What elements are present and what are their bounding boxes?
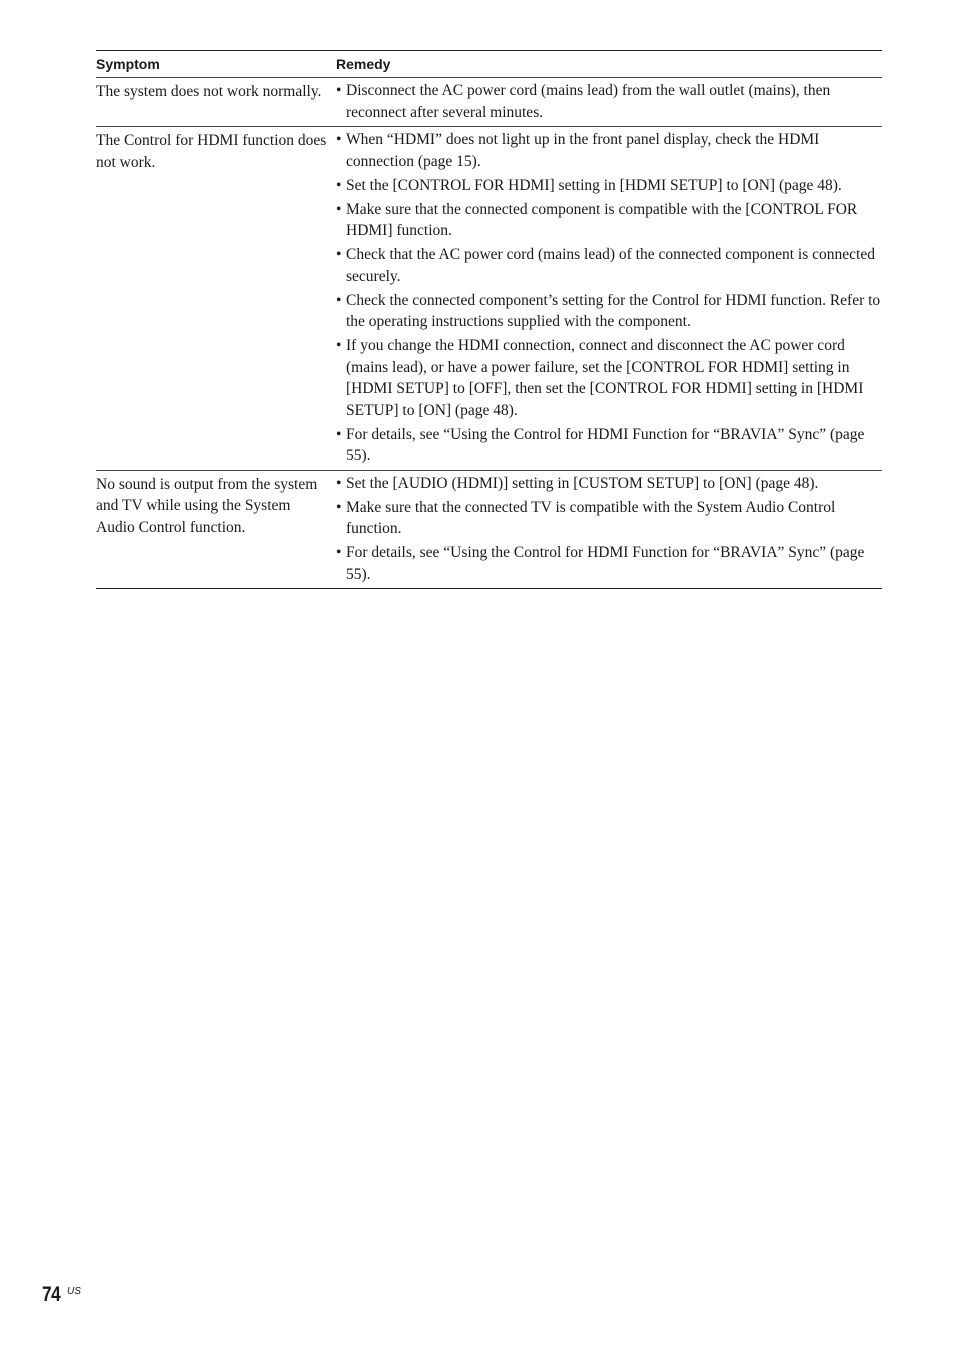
- bullet-icon: •: [336, 498, 342, 516]
- remedy-text: Check that the AC power cord (mains lead) of the connected component is connected securely.: [346, 246, 875, 285]
- remedy-item: [336, 542, 882, 585]
- remedy-item: [336, 424, 882, 467]
- remedy-text: Make sure that the connected component is compatible with the [CONTROL FOR HDMI] function.: [346, 200, 858, 239]
- bullet-icon: •: [336, 82, 342, 99]
- symptom-text: No sound is output from the system and TV while using the System Audio Control function.: [96, 475, 318, 536]
- remedy-cell: [336, 78, 882, 127]
- symptom-cell: [96, 470, 336, 589]
- symptom-cell: [96, 127, 336, 471]
- remedy-list: [336, 80, 882, 124]
- page-region-suffix: US: [67, 1286, 81, 1297]
- symptom-cell: [96, 78, 336, 127]
- remedy-text: Set the [CONTROL FOR HDMI] setting in [HDMI SETUP] to [ON] (page 48).: [346, 176, 842, 194]
- bullet-icon: •: [336, 544, 342, 561]
- remedy-text: For details, see “Using the Control for HDMI Function for “BRAVIA” Sync” (page 55).: [346, 425, 865, 464]
- remedy-cell: [336, 470, 882, 589]
- remedy-list: [336, 129, 882, 468]
- remedy-text: For details, see “Using the Control for HDMI Function for “BRAVIA” Sync” (page 55).: [346, 544, 865, 583]
- remedy-item: [336, 199, 882, 242]
- remedy-item: [336, 129, 882, 172]
- remedy-item: [336, 80, 882, 123]
- remedy-item: [336, 335, 882, 421]
- remedy-item: [336, 290, 882, 333]
- bullet-icon: •: [336, 337, 342, 354]
- remedy-column-header: Remedy: [336, 51, 882, 78]
- remedy-item: [336, 175, 882, 197]
- bullet-icon: •: [336, 474, 342, 492]
- remedy-text: If you change the HDMI connection, connect and disconnect the AC power cord (mains lead), or have a power failure, set the [CONTROL FOR HDMI] setting in [HDMI SETUP] to [OFF], then set the [CONTROL FOR HDMI] setting in [HDMI SETUP] to [ON] (page 48).: [346, 337, 864, 419]
- bullet-icon: •: [336, 131, 342, 148]
- page-number: 74: [42, 1283, 61, 1306]
- remedy-item: [336, 497, 882, 540]
- remedy-item: [336, 473, 882, 495]
- bullet-icon: •: [336, 291, 342, 309]
- bullet-icon: •: [336, 425, 342, 443]
- remedy-text: Disconnect the AC power cord (mains lead) from the wall outlet (mains), then reconnect after several minutes.: [346, 82, 831, 121]
- table-row: [96, 127, 882, 471]
- symptom-text: The Control for HDMI function does not work.: [96, 132, 327, 171]
- symptom-column-header: Symptom: [96, 51, 336, 78]
- remedy-text: Check the connected component’s setting for the Control for HDMI function. Refer to the operating instructions supplied with the component.: [346, 291, 881, 330]
- troubleshooting-table: [96, 50, 882, 589]
- remedy-item: [336, 244, 882, 287]
- remedy-cell: [336, 127, 882, 471]
- bullet-icon: •: [336, 246, 342, 263]
- bullet-icon: •: [336, 176, 342, 194]
- remedy-text: When “HDMI” does not light up in the front panel display, check the HDMI connection (page 15).: [346, 131, 820, 170]
- remedy-text: Make sure that the connected TV is compatible with the System Audio Control function.: [346, 498, 836, 537]
- table-row: [96, 78, 882, 127]
- bullet-icon: •: [336, 200, 342, 218]
- remedy-text: Set the [AUDIO (HDMI)] setting in [CUSTOM SETUP] to [ON] (page 48).: [346, 474, 819, 492]
- remedy-list: [336, 473, 882, 587]
- symptom-text: The system does not work normally.: [96, 83, 322, 100]
- table-header-row: [96, 51, 882, 78]
- table-row: [96, 470, 882, 589]
